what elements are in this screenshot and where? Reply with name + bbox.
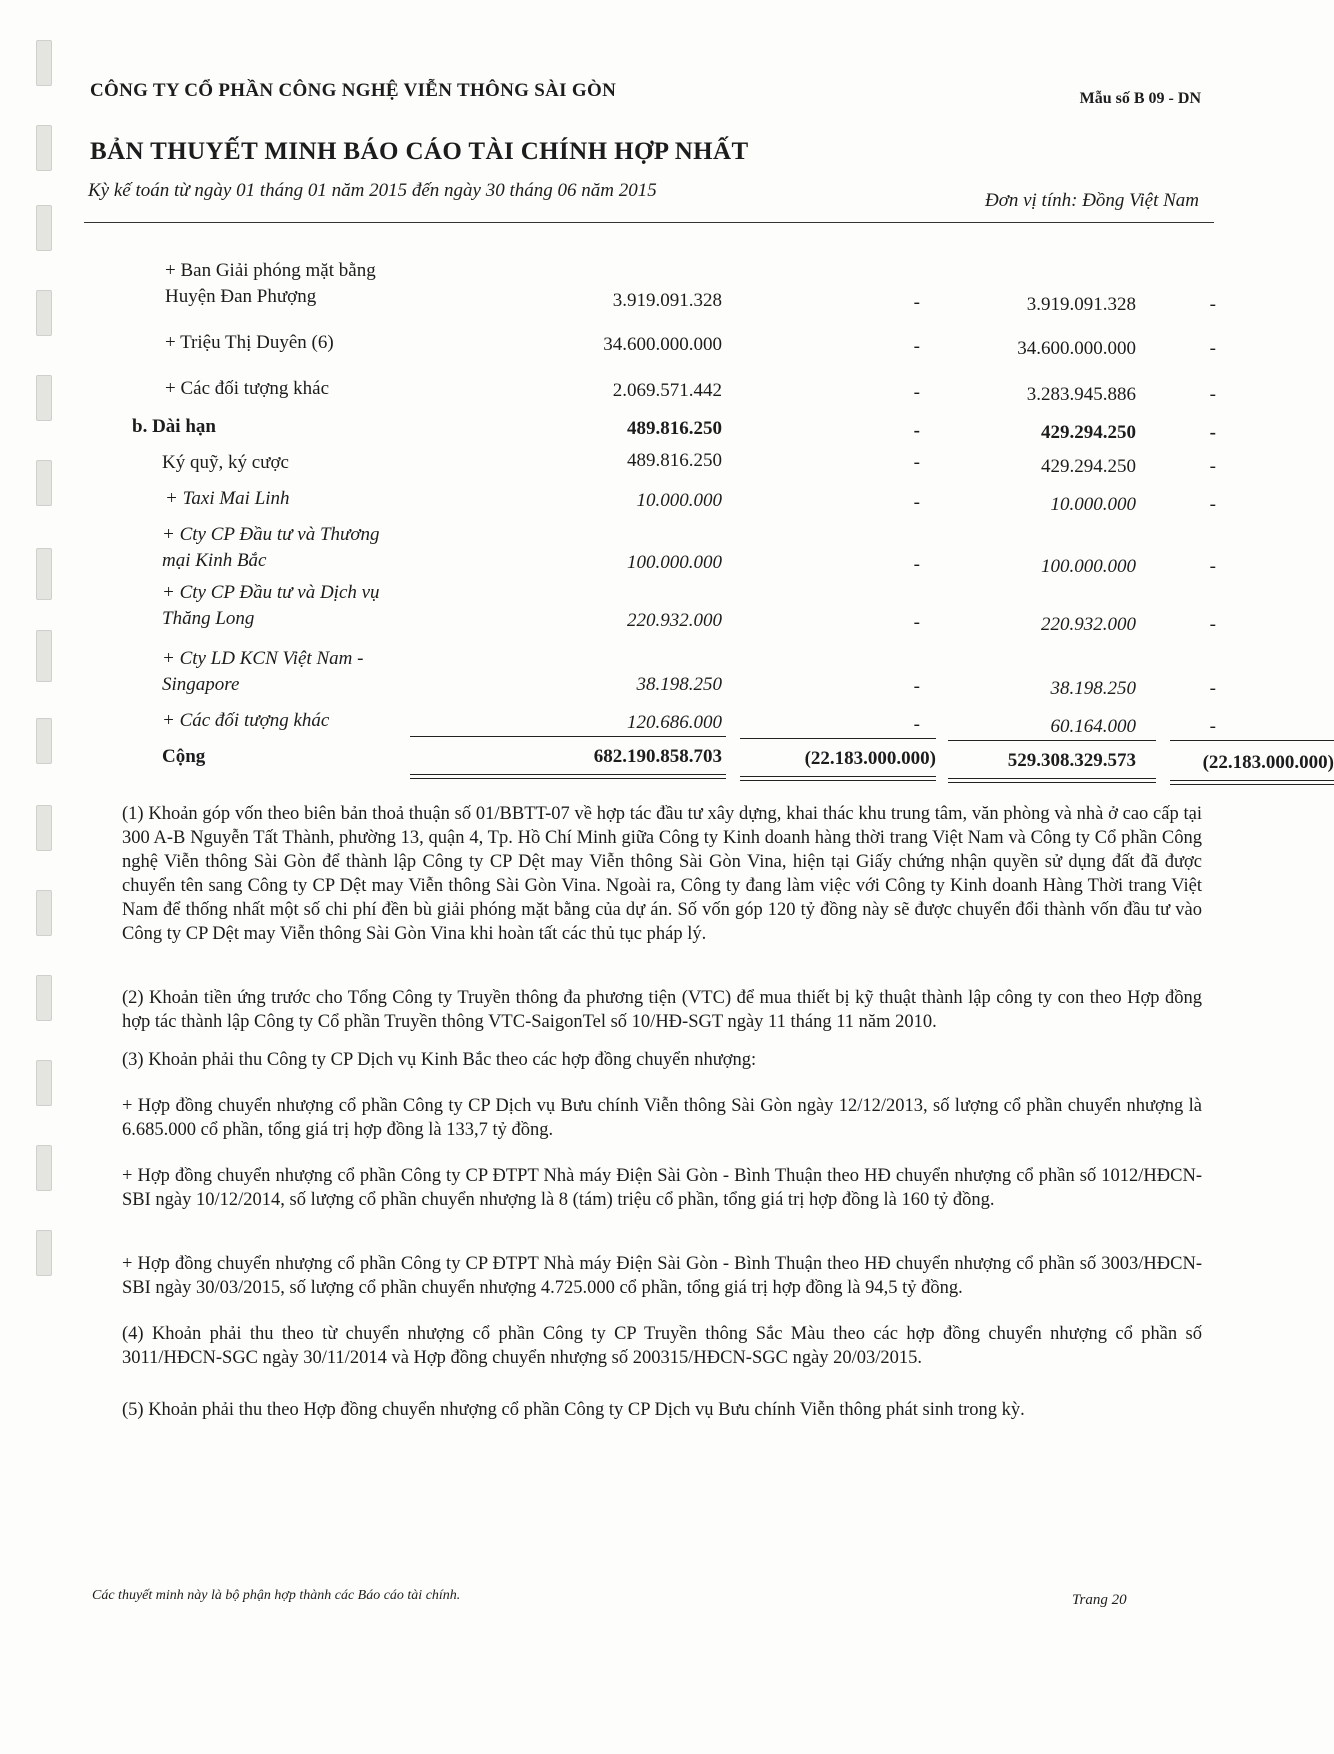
sum-rule [740,738,936,739]
binder-mark [36,975,52,1021]
cell-value: - [913,382,920,403]
binder-mark [36,460,52,506]
cell-value: 100.000.000 [1041,556,1136,577]
cell-value: 3.919.091.328 [1026,294,1136,315]
binder-mark [36,630,52,682]
cell-value: - [1209,384,1216,405]
cell-value: - [913,554,920,575]
row-label: + Cty CP Đầu tư và Dịch vụ Thăng Long [162,582,380,629]
total-double-rule [410,774,726,779]
cell-value: - [913,336,920,357]
total-value: 682.190.858.703 [593,746,722,767]
cell-value: 489.816.250 [627,450,722,471]
cell-value: 3.283.945.886 [1026,384,1136,405]
accounting-period: Kỳ kế toán từ ngày 01 tháng 01 năm 2015 đến ngày 30 tháng 06 năm 2015 [88,180,657,201]
cell-value: - [1209,494,1216,515]
cell-value: - [913,612,920,633]
cell-value: 220.932.000 [1041,614,1136,635]
sum-rule [948,740,1156,741]
cell-value: 10.000.000 [636,490,722,511]
document-title: BẢN THUYẾT MINH BÁO CÁO TÀI CHÍNH HỢP NHẤT [90,138,749,165]
binder-mark [36,290,52,336]
sum-rule [410,736,726,737]
total-label: Cộng [162,746,206,767]
note-3-item-3: + Hợp đồng chuyển nhượng cổ phần Công ty CP ĐTPT Nhà máy Điện Sài Gòn - Bình Thuận theo HĐ chuyển nhượng cổ phần số 3003/HĐCN-SBI ngày 30/03/2015, số lượng cổ phần chuyển nhượng 4.725.000 cổ phần, tổng giá trị hợp đồng là 94,5 tỷ đồng. [122,1254,1202,1298]
total-value: (22.183.000.000) [1202,752,1334,773]
total-value: 529.308.329.573 [1007,750,1136,771]
cell-value: - [913,714,920,735]
cell-value: - [1209,338,1216,359]
cell-value: 34.600.000.000 [603,334,722,355]
cell-value: 38.198.250 [1050,678,1136,699]
binder-mark [36,40,52,86]
cell-value: 120.686.000 [627,712,722,733]
total-double-rule [948,778,1156,783]
row-label: Ký quỹ, ký cược [162,452,289,473]
row-label: + Ban Giải phóng mặt bằng Huyện Đan Phượng [165,260,376,307]
binder-mark [36,125,52,171]
binder-mark [36,1060,52,1106]
form-number: Mẫu số B 09 - DN [1079,90,1201,107]
row-label: b. Dài hạn [132,416,216,437]
row-label: + Cty LD KCN Việt Nam - Singapore [162,648,364,695]
binder-mark [36,718,52,764]
binder-mark [36,805,52,851]
sum-rule [1170,740,1334,741]
cell-value: - [1209,678,1216,699]
binder-mark [36,890,52,936]
row-label: + Cty CP Đầu tư và Thương mại Kinh Bắc [162,524,380,571]
cell-value: 3.919.091.328 [612,290,722,311]
total-double-rule [1170,780,1334,785]
binder-mark [36,1145,52,1191]
cell-value: 100.000.000 [627,552,722,573]
binder-mark [36,205,52,251]
cell-value: 429.294.250 [1041,422,1136,443]
total-value: (22.183.000.000) [804,748,936,769]
cell-value: - [1209,422,1216,443]
cell-value: - [1209,294,1216,315]
row-label: + Taxi Mai Linh [165,488,290,509]
note-2: (2) Khoản tiền ứng trước cho Tổng Công ty Truyền thông đa phương tiện (VTC) để mua thiết bị kỹ thuật thành lập công ty con theo Hợp đồng hợp tác thành lập Công ty Cổ phần Truyền thông VTC-SaigonTel số 10/HĐ-SGT ngày 11 tháng 11 năm 2010. [122,988,1202,1032]
note-4: (4) Khoản phải thu theo từ chuyển nhượng cổ phần Công ty CP Truyền thông Sắc Màu theo các hợp đồng chuyển nhượng cổ phần số 3011/HĐCN-SGC ngày 30/11/2014 và Hợp đồng chuyển nhượng số 200315/HĐCN-SGC ngày 20/03/2015. [122,1324,1202,1368]
binder-mark [36,1230,52,1276]
company-name: CÔNG TY CỔ PHẦN CÔNG NGHỆ VIỄN THÔNG SÀI GÒN [90,80,617,101]
cell-value: - [1209,614,1216,635]
cell-value: 2.069.571.442 [612,380,722,401]
page-number: Trang 20 [1072,1592,1127,1608]
footer-note: Các thuyết minh này là bộ phận hợp thành các Báo cáo tài chính. [92,1588,461,1603]
cell-value: 10.000.000 [1050,494,1136,515]
note-3-item-2: + Hợp đồng chuyển nhượng cổ phần Công ty CP ĐTPT Nhà máy Điện Sài Gòn - Bình Thuận theo HĐ chuyển nhượng cổ phần số 1012/HĐCN-SBI ngày 10/12/2014, số lượng cổ phần chuyển nhượng là 8 (tám) triệu cổ phần, tổng giá trị hợp đồng là 160 tỷ đồng. [122,1166,1202,1210]
cell-value: - [913,420,920,441]
cell-value: 489.816.250 [627,418,722,439]
cell-value: - [913,492,920,513]
cell-value: - [1209,556,1216,577]
note-3: (3) Khoản phải thu Công ty CP Dịch vụ Kinh Bắc theo các hợp đồng chuyển nhượng: [122,1050,757,1070]
note-3-item-1: + Hợp đồng chuyển nhượng cổ phần Công ty CP Dịch vụ Bưu chính Viễn thông Sài Gòn ngày 12/12/2013, số lượng cổ phần chuyển nhượng là 6.685.000 cổ phần, tổng giá trị hợp đồng là 133,7 tỷ đồng. [122,1096,1202,1140]
cell-value: - [913,452,920,473]
cell-value: 60.164.000 [1050,716,1136,737]
cell-value: - [913,676,920,697]
note-1: (1) Khoản góp vốn theo biên bản thoả thuận số 01/BBTT-07 về hợp tác đầu tư xây dựng, khai thác khu trung tâm, văn phòng và nhà ở cao cấp tại 300 A-B Nguyễn Tất Thành, phường 13, quận 4, Tp. Hồ Chí Minh giữa Công ty Kinh doanh hàng thời trang Việt Nam và Công ty Cổ phần Công nghệ Viễn thông Sài Gòn để thành lập Công ty CP Dệt may Viễn thông Sài Gòn Vina, hiện tại Giấy chứng nhận quyền sử dụng đất đã được chuyển tên sang Công ty CP Dệt may Viễn thông Sài Gòn Vina. Ngoài ra, Công ty đang làm việc với Công ty Kinh doanh Hàng Thời trang Việt Nam để thống nhất một số chi phí đền bù giải phóng mặt bằng của dự án. Số vốn góp 120 tỷ đồng này sẽ được chuyển đổi thành vốn đầu tư vào Công ty CP Dệt may Viễn thông Sài Gòn Vina khi hoàn tất các thủ tục pháp lý. [122,804,1202,944]
binder-mark [36,548,52,600]
cell-value: 429.294.250 [1041,456,1136,477]
cell-value: 34.600.000.000 [1017,338,1136,359]
cell-value: 38.198.250 [636,674,722,695]
cell-value: - [1209,716,1216,737]
row-label: + Các đối tượng khác [162,710,330,731]
explanatory-notes [122,802,1202,1422]
cell-value: - [1209,456,1216,477]
row-label: + Triệu Thị Duyên (6) [165,332,334,353]
header-divider [84,222,1214,223]
cell-value: 220.932.000 [627,610,722,631]
note-5: (5) Khoản phải thu theo Hợp đồng chuyển nhượng cổ phần Công ty CP Dịch vụ Bưu chính Viễn thông phát sinh trong kỳ. [122,1400,1025,1420]
currency-unit: Đơn vị tính: Đồng Việt Nam [984,190,1199,211]
total-double-rule [740,776,936,781]
binder-mark [36,375,52,421]
row-label: + Các đối tượng khác [165,378,330,399]
cell-value: - [913,292,920,313]
